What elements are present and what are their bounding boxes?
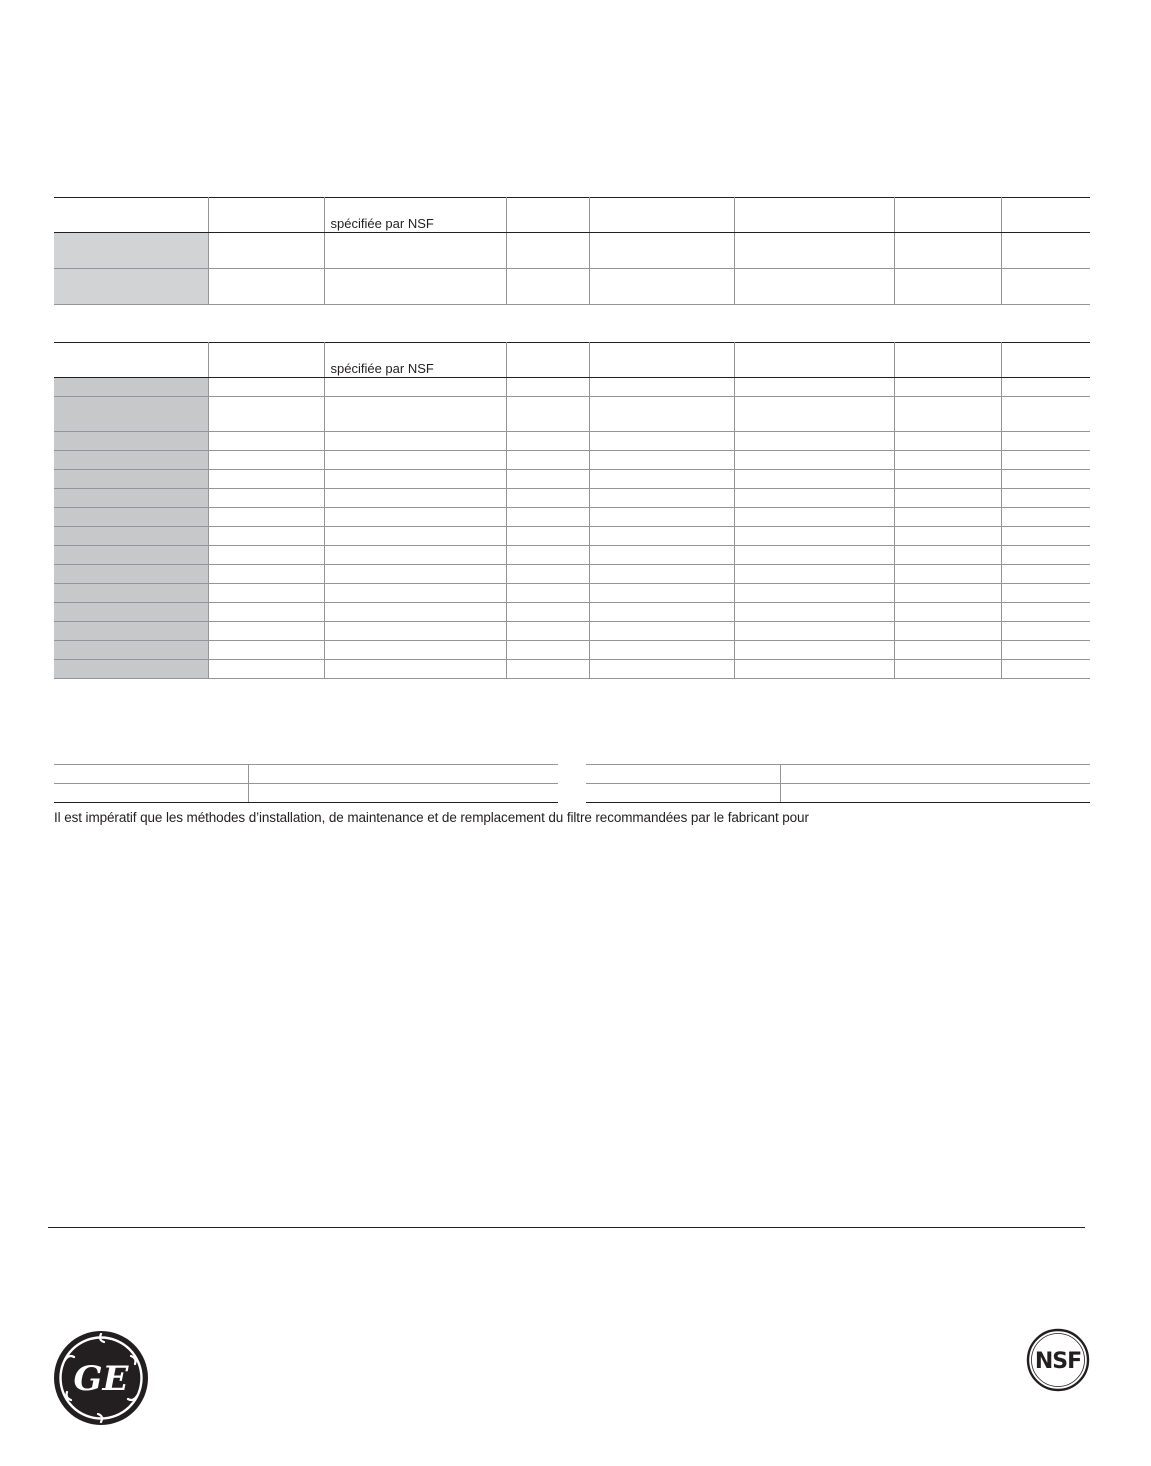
row-label-cell [54,269,208,305]
table-row [54,622,1090,641]
header-cell [54,198,208,233]
table-row [54,432,1090,451]
table-row [54,269,1090,305]
nsf-logo-text: NSF [1034,1349,1082,1374]
table-header-row [54,198,1090,233]
table-row [54,508,1090,527]
header-cell [1001,343,1090,378]
header-cell [589,198,734,233]
table-header-row [54,343,1090,378]
table-row [54,378,1090,397]
spec-table-left [54,764,558,803]
header-cell [1001,198,1090,233]
table-row [54,527,1090,546]
table-row [54,765,558,784]
row-label-cell [54,233,208,269]
header-cell [54,343,208,378]
spec-table-right [586,764,1090,803]
contaminant-table-1 [54,197,1090,305]
header-cell-nsf [324,343,506,378]
table-row [586,765,1090,784]
header-cell [208,343,324,378]
ge-logo-text: GE [73,1359,129,1399]
table-row [54,641,1090,660]
table-row [54,470,1090,489]
table-row [54,784,558,803]
header-nsf-label: spécifiée par NSF [330,216,434,231]
table-row [54,660,1090,679]
header-cell-nsf [324,198,506,233]
header-cell [734,198,894,233]
header-cell [734,343,894,378]
footer-divider [48,1227,1085,1228]
table-row [54,451,1090,470]
header-cell [894,343,1001,378]
table-row [54,603,1090,622]
header-cell [506,198,589,233]
table-row [54,546,1090,565]
header-cell [589,343,734,378]
contaminant-table-2 [54,342,1090,679]
installation-notice: Il est impératif que les méthodes d’installation, de maintenance et de remplacement du filtre recommandées par le fabricant pour [54,810,809,825]
nsf-logo-icon [1026,1328,1090,1392]
table-row [586,784,1090,803]
header-cell [894,198,1001,233]
table-row [54,584,1090,603]
ge-logo-icon [53,1330,149,1426]
table-row [54,489,1090,508]
table-row [54,233,1090,269]
header-nsf-label: spécifiée par NSF [330,361,434,376]
table-row [54,397,1090,432]
header-cell [208,198,324,233]
table-row [54,565,1090,584]
header-cell [506,343,589,378]
